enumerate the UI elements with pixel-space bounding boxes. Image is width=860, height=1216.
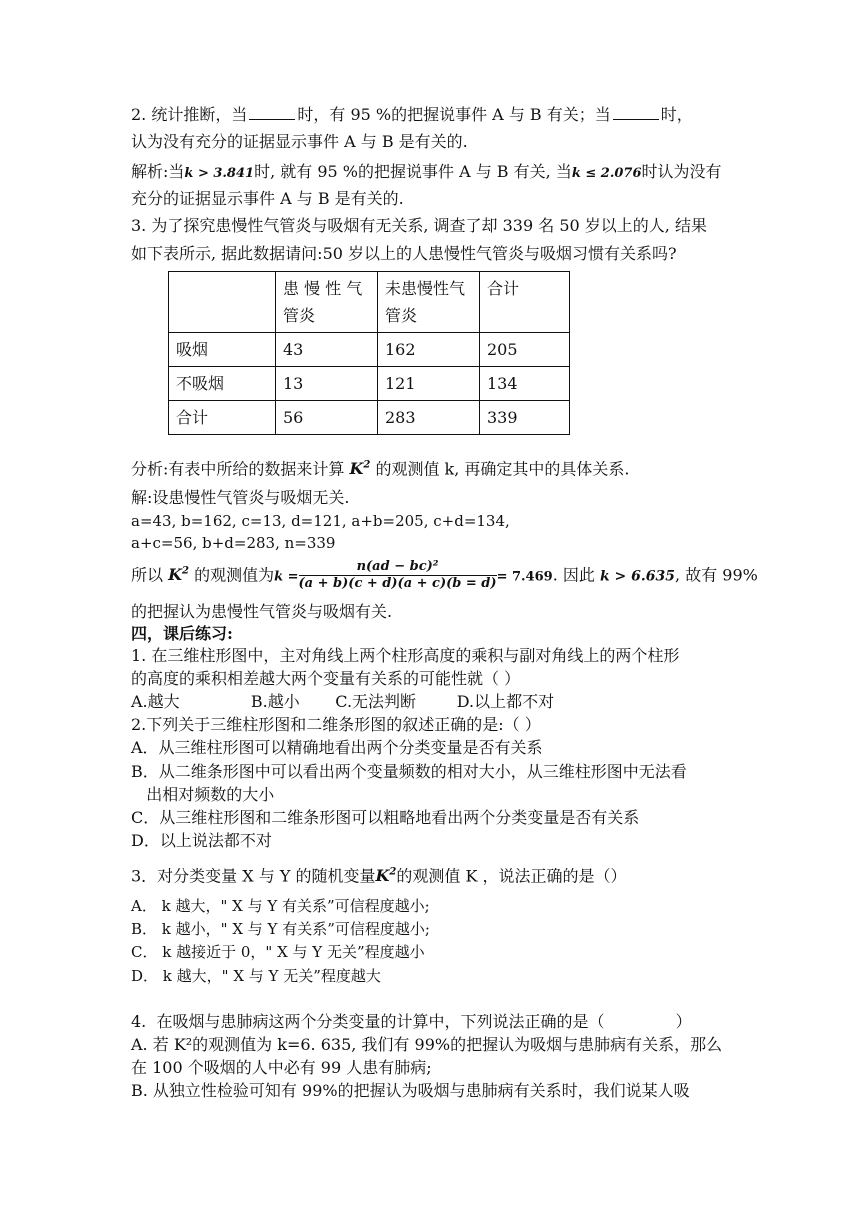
formula-numerator: n(ad − bc)²: [299, 559, 497, 576]
header-line-1: 合计: [487, 279, 520, 298]
table-cell: 134: [480, 367, 570, 401]
formula-denominator: (a + b)(c + d)(a + c)(b = d): [298, 576, 497, 592]
q2-analysis-line-2: 充分的证据显示事件 A 与 B 是有关的.: [131, 189, 404, 208]
q2-text-b: 时，有 95 %的把握说事件 A 与 B 有关；当: [297, 105, 611, 124]
ex2-option-c: C．从三维柱形图和二维条形图可以粗略地看出两个分类变量是否有关系: [131, 808, 640, 827]
ex2-option-d: D．以上说法都不对: [131, 831, 272, 850]
table-header-row: [169, 272, 570, 333]
ex3-option-b: B． k 越小，" X 与 Y 有关系”可信程度越小;: [131, 920, 430, 938]
k-squared-symbol: [350, 459, 371, 478]
q2-analysis-text-a: 解析:当: [131, 162, 185, 181]
table-cell: 43: [276, 333, 378, 367]
k-letter: K: [375, 866, 390, 886]
ex3-line-1: [131, 863, 627, 886]
table-cell: 121: [378, 367, 480, 401]
q3-solution-text-a: 所以: [131, 565, 164, 585]
q3-analysis-text-a: 分析:有表中所给的数据来计算: [131, 459, 345, 479]
formula-result: = 7.469: [496, 569, 553, 585]
q2-analysis-line-1: [131, 162, 722, 184]
ex3-option-a: A． k 越大，" X 与 Y 有关系”可信程度越小;: [131, 897, 430, 915]
table-header-bronchitis: [276, 272, 378, 333]
k-exponent: 2: [363, 460, 371, 471]
k-threshold-2076: k ≤ 2.076: [571, 166, 642, 181]
ex2-option-b-line-2: 出相对频数的大小: [131, 785, 275, 804]
q2-analysis-text-c: 时认为没有: [641, 162, 722, 181]
table-cell: 不吸烟: [169, 367, 276, 401]
answer-blank-2: [613, 105, 659, 120]
k-threshold-6635: k > 6.635: [599, 568, 676, 585]
formula-lhs: k =: [274, 569, 299, 585]
ex3-option-d: D． k 越大，" X 与 Y 无关”程度越大: [131, 967, 381, 985]
k-squared-symbol: [168, 565, 189, 584]
ex1-options: A.越大 B.越小 C.无法判断 D.以上都不对: [131, 692, 555, 711]
ex1-line-1: 1. 在三维柱形图中，主对角线上两个柱形高度的乘积与副对角线上的两个柱形: [131, 646, 680, 665]
k-exponent: 2: [389, 867, 397, 878]
ex3-option-c: C． k 越接近于 0，" X 与 Y 无关”程度越小: [131, 943, 425, 961]
table-row: [169, 333, 570, 367]
q2-line-2: 认为没有充分的证据显示事件 A 与 B 是有关的.: [131, 132, 468, 151]
table-cell: 162: [378, 333, 480, 367]
q3-analysis-text-b: 的观测值 k, 再确定其中的具体关系.: [375, 459, 630, 479]
q3-line-1: 3. 为了探究患慢性气管炎与吸烟有无关系, 调查了却 339 名 50 岁以上的人, 结果: [131, 216, 707, 235]
table-row: [169, 367, 570, 401]
table-header-no-bronchitis: [378, 272, 480, 333]
ex1-line-2: 的高度的乘积相差越大两个变量有关系的可能性就（ ）: [131, 669, 521, 688]
q3-solution-line-4: [131, 554, 758, 595]
chi-square-formula: [299, 559, 497, 592]
q3-analysis-line: [131, 456, 630, 479]
k-exponent: 2: [182, 566, 189, 577]
table-cell: 吸烟: [169, 333, 276, 367]
table-cell: 合计: [169, 401, 276, 435]
header-line-1: 患 慢 性 气: [283, 279, 363, 298]
table-cell: 13: [276, 367, 378, 401]
table-cell: 283: [378, 401, 480, 435]
header-line-2: 管炎: [283, 306, 316, 325]
header-line-2: 管炎: [385, 306, 418, 325]
header-line-1: 未患慢性气: [385, 279, 466, 298]
smoking-bronchitis-table: [168, 271, 570, 435]
table-cell: 339: [480, 401, 570, 435]
q3-solution-line-3: a+c=56, b+d=283, n=339: [131, 534, 336, 552]
ex2-line-1: 2.下列关于三维柱形图和二维条形图的叙述正确的是:（ ）: [131, 715, 541, 734]
q3-line-2: 如下表所示, 据此数据请问:50 岁以上的人患慢性气管炎与吸烟习惯有关系吗?: [131, 244, 677, 263]
ex2-option-b-line-1: B．从二维条形图中可以看出两个变量频数的相对大小，从三维柱形图中无法看: [131, 762, 687, 781]
ex3-text-b: 的观测值 K ，说法正确的是（）: [396, 866, 627, 886]
ex2-option-a: A．从三维柱形图可以精确地看出两个分类变量是否有关系: [131, 738, 543, 757]
ex4-option-b-line-1: B. 从独立性检验可知有 99%的把握认为吸烟与患肺病有关系时，我们说某人吸: [131, 1081, 690, 1100]
table-cell: 205: [480, 333, 570, 367]
q3-solution-text-b: 的观测值为: [194, 565, 275, 585]
k-threshold-3841: k > 3.841: [184, 166, 255, 181]
q3-solution-text-d: , 故有 99%: [675, 565, 758, 585]
q3-solution-text-c: . 因此: [552, 565, 595, 585]
q3-solution-line-2: a=43, b=162, c=13, d=121, a+b=205, c+d=134,: [131, 512, 510, 530]
k-letter: K: [168, 565, 183, 585]
ex4-option-a-line-1: A. 若 K²的观测值为 k=6. 635, 我们有 99%的把握认为吸烟与患肺病有关系，那么: [131, 1035, 723, 1054]
answer-blank-1: [249, 105, 295, 120]
table-row: [169, 401, 570, 435]
k-letter: K: [349, 459, 364, 479]
q2-line-1: [131, 105, 693, 125]
section-title: 四，课后练习:: [131, 624, 233, 643]
table-cell: 56: [276, 401, 378, 435]
ex4-line-1: 4. 在吸烟与患肺病这两个分类变量的计算中，下列说法正确的是（ ）: [131, 1012, 692, 1031]
ex4-option-a-line-2: 在 100 个吸烟的人中必有 99 人患有肺病;: [131, 1058, 432, 1077]
q2-analysis-text-b: 时, 就有 95 %的把握说事件 A 与 B 有关, 当: [254, 162, 572, 181]
table-header-empty: [169, 272, 276, 333]
k-squared-symbol: [375, 866, 396, 885]
q3-solution-line-1: 解:设患慢性气管炎与吸烟无关.: [131, 488, 350, 507]
q2-text-a: 2. 统计推断，当: [131, 105, 248, 124]
q3-solution-line-5: 的把握认为患慢性气管炎与吸烟有关.: [131, 602, 393, 621]
q2-text-c: 时，: [660, 105, 693, 124]
table-header-total: [480, 272, 570, 333]
ex3-text-a: 3．对分类变量 X 与 Y 的随机变量: [131, 866, 376, 886]
